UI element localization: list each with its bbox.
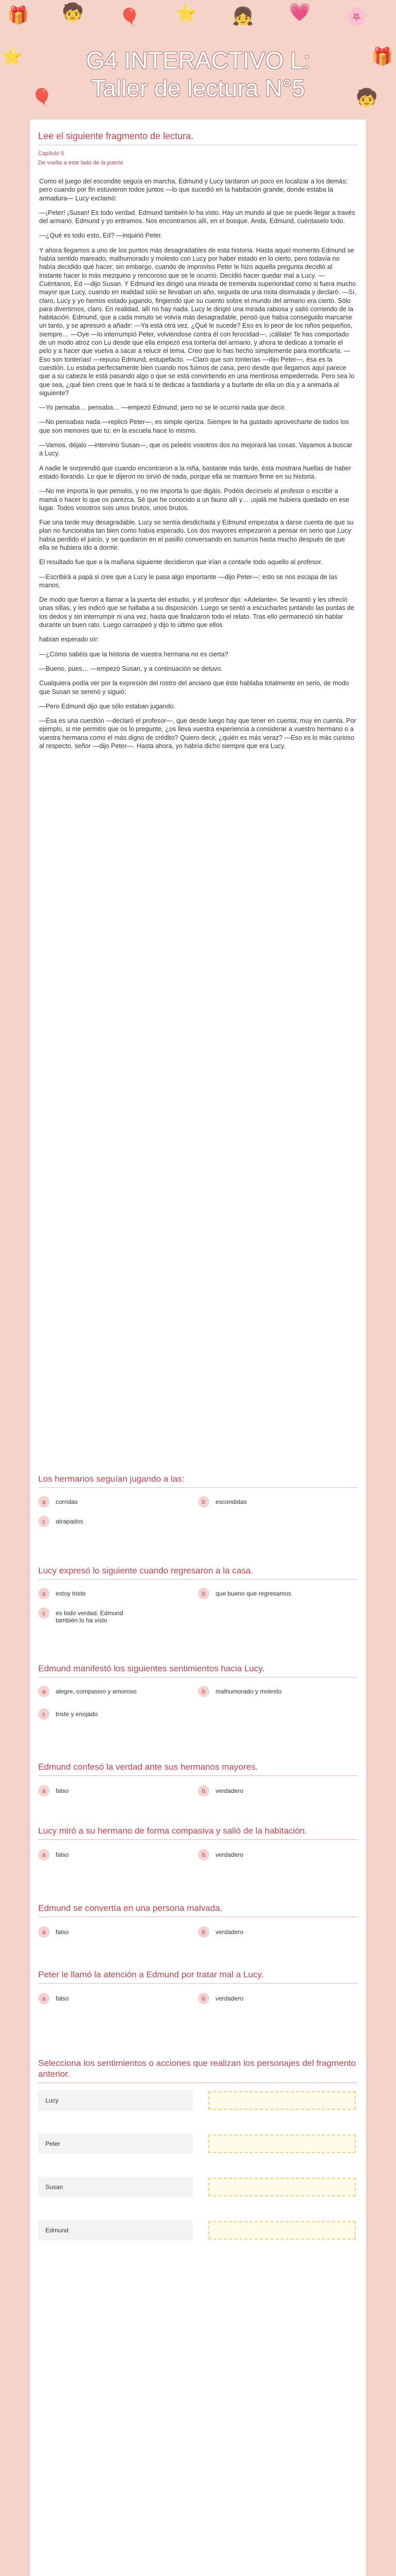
option-a[interactable] xyxy=(38,1928,188,1938)
match-row-edmund xyxy=(38,2220,358,2242)
option-b[interactable] xyxy=(198,1498,348,1507)
balloon-icon: 🎈 xyxy=(31,88,53,108)
option-letter: c xyxy=(38,1607,50,1619)
option-b[interactable] xyxy=(198,1590,348,1599)
option-text: falso xyxy=(56,1928,69,1936)
option-b[interactable] xyxy=(198,1787,348,1797)
option-letter: b xyxy=(198,1588,209,1599)
option-a[interactable] xyxy=(38,1498,188,1507)
option-letter: a xyxy=(38,1496,50,1507)
reading-paragraph: —No pensabas nada —replicó Peter—, es simple ojeriza. Siempre te ha gustado aprovecharte de todos los que son menores que tú; en la escuela hace lo mismo. xyxy=(39,418,349,434)
reading-text xyxy=(39,177,357,1375)
match-dropzone[interactable] xyxy=(208,2221,356,2240)
option-text: corridas xyxy=(56,1498,78,1505)
option-text: alegre, compasivo y amoroso xyxy=(56,1688,137,1695)
question-2 xyxy=(38,1565,358,1632)
option-letter: a xyxy=(38,1926,50,1938)
kid-icon: 🧒 xyxy=(356,88,378,108)
question-1 xyxy=(38,1473,358,1535)
option-text: que bueno que regresamos xyxy=(216,1590,291,1597)
question-title: Edmund se convertía en una persona malvada. xyxy=(38,1903,358,1917)
option-text: verdadero xyxy=(216,1928,244,1936)
chapter-number: Capítulo 5 xyxy=(38,150,64,157)
option-letter: b xyxy=(198,1496,209,1507)
reading-paragraph: —¿Cómo sabéis que la historia de vuestra hermana no es cierta? xyxy=(39,650,228,658)
reading-paragraph: A nadie le sorprendió que cuando encontraron a la niña, bastante más tarde, ésta mostrara huellas de haber estado llorando. Lo que le dijeron no sirvió de nada, porque ella se mantuvo firme en su historia. xyxy=(39,464,351,480)
option-a[interactable] xyxy=(38,1590,188,1599)
page-title-line2: Taller de lectura N°5 xyxy=(91,75,305,101)
option-text: falso xyxy=(56,1851,69,1858)
reading-paragraph: El resultado fue que a la mañana siguiente decidieron que irían a contarle todo aquello al profesor. xyxy=(39,558,323,566)
option-c[interactable] xyxy=(38,1710,188,1720)
option-a[interactable] xyxy=(38,1851,188,1860)
option-a[interactable] xyxy=(38,1995,188,2004)
option-letter: a xyxy=(38,1993,50,2004)
match-dropzone[interactable] xyxy=(208,2178,356,2196)
option-text: verdadero xyxy=(216,1851,244,1858)
reading-paragraph: —Vamos, déjalo —intervino Susan—, que os peleéis vosotros dos no mejorará las cosas. Vayamos a buscar a Lucy. xyxy=(39,442,353,457)
option-b[interactable] xyxy=(198,1851,348,1860)
match-label: Susan xyxy=(38,2177,193,2197)
match-label: Lucy xyxy=(38,2090,193,2111)
question-6 xyxy=(38,1903,358,1944)
question-title: Lucy miró a su hermano de forma compasiva y salió de la habitación. xyxy=(38,1825,358,1840)
option-text: escondidas xyxy=(216,1498,247,1505)
reading-paragraph: —Ésa es una cuestión —declaró el profesor—, que desde luego hay que tener en cuenta; muy en cuenta. Por ejemplo, si me permitís que os lo pregunte, ¿os lleva vuestra experiencia a considerar a vuestro hermano o a vuestra hermana como el más digno de crédito? Quiero decir, ¿quién es más veraz? —Eso es lo más curioso al respecto, señor —dijo Peter—. Hasta ahora, yo habría dicho siempre que era Lucy. xyxy=(39,717,356,750)
question-4 xyxy=(38,1761,358,1803)
option-text: triste y enojado xyxy=(56,1710,98,1718)
match-label: Edmund xyxy=(38,2220,193,2241)
balloon-icon: 🎈 xyxy=(119,8,141,27)
kid-icon: 🧒 xyxy=(62,3,84,22)
page-title-line1: G4 INTERACTIVO L: xyxy=(86,47,310,74)
match-row-susan xyxy=(38,2177,358,2198)
option-letter: b xyxy=(198,1785,209,1797)
question-7 xyxy=(38,1969,358,2010)
question-title: Los hermanos seguían jugando a las: xyxy=(38,1473,358,1488)
option-text: falso xyxy=(56,1995,69,2002)
heart-icon: 💗 xyxy=(289,3,311,22)
reading-paragraph: —Yo pensaba… pensaba… —empezó Edmund; pero no se le ocurrió nada que decir. xyxy=(39,404,286,412)
option-text: atrapados xyxy=(56,1518,84,1525)
option-a[interactable] xyxy=(38,1787,188,1797)
reading-paragraph: —No me importa lo que penséis, y no me importa lo que digáis. Podéis decírselo al profesor o escribir a mamá o hacer lo que os parezca. Sé que he conocido a un fauno allí y… ¡ojalá me hubiera quedado en ese lugar. Todos vosotros sois unos brutos, unos brutos. xyxy=(39,487,350,512)
question-title: Edmund confesó la verdad ante sus hermanos mayores. xyxy=(38,1761,358,1776)
option-letter: a xyxy=(38,1849,50,1860)
reading-paragraph: Fue una tarde muy desagradable. Lucy se sentía desdichada y Edmund empezaba a darse cuenta de que su plan no funcionaba tan bien como había esperado. Los dos mayores empezaron a pensar en serio que Lucy había perdido el juicio, y se quedaron en el pasillo conversando en susurros hasta mucho después de que ella se hubiera ido a dormir. xyxy=(39,519,354,551)
reading-paragraph: De modo que fueron a llamar a la puerta del estudio, y el profesor dijo: «Adelante». Se levantó y les ofreció unas sillas, y les indicó que se hallaba a su disposición. Luego se sentó a escucharles juntando las puntas de los dedos y sin interrumpir ni una vez, hasta que finalizaron todo el relato. Tras ello permaneció sin hablar durante un buen rato. Luego carraspeó y dijo lo último que ellos xyxy=(39,596,355,629)
reading-paragraph: Y ahora llegamos a uno de los puntos más desagradables de esta historia. Hasta aquel momento Edmund se había sentido mareado, malhumorado y molesto con Lucy por haber estado en lo cierto, pero todavía no había decidido qué hacer; sin embargo, cuando de improviso Peter le hizo aquella pregunta decidió al instante hacer lo más mezquino y rencoroso que se le ocurrió. Decidió hacer quedar mal a Lucy. —Cuéntanos, Ed —dijo Susan. Y Edmund les dirigió una mirada de tremenda superioridad como si fuera mucho mayor que Lucy, cuando en realidad sólo se llevaban un año, seguida de una risita disimulada y declaró: —Sí, claro, Lucy y yo hemos estado jugando, fingiendo que su cuento sobre el mundo del armario era cierto. Sólo para divertirnos, claro. En realidad, allí no hay nada. Lucy le dirigió una mirada rabiosa y salió corriendo de la habitación. Edmund, que a cada minuto se volvía más desagradable, pensó que había conseguido marcarse un tanto, y se apresuró a añadir: —Ya está otra vez. ¿Qué le sucede? Eso es lo peor de los niños pequeños, siempre… —Oye —lo interrumpió Peter, volviéndose contra él con ferocidad—, ¡cállate! Te has comportado de un modo atroz con Lu desde que ella empezó esa tontería del armario, y ahora te dedicas a tomarle el pelo y a hacer que vuelva a sacar a relucir el tema. Creo que lo has hecho simplemente para mortificarla. —Eso son tonterías! —repuso Edmund, estupefacto. —Claro que son tonterías —dijo Peter—, ésa es la cuestión. Lu estaba perfectamente bien cuando nos fuimos de casa, pero desde que llegamos aquí parece que a su cabeza le está pasando algo o que se está convirtiendo en una mentirosa empedernida. Pero sea lo que sea, ¿qué bien crees que le hará si te dedicas a fastidiarla y a burlarte de ella un día y a animarla al siguiente? xyxy=(39,246,357,397)
gift-icon: 🎁 xyxy=(371,47,393,66)
option-text: verdadero xyxy=(216,1995,244,2002)
option-a[interactable] xyxy=(38,1688,141,1697)
option-letter: a xyxy=(38,1686,50,1697)
match-dropzone[interactable] xyxy=(208,2134,356,2153)
content-card xyxy=(30,120,366,2576)
option-letter: c xyxy=(38,1708,50,1720)
option-text: es todo verdad. Edmund también lo ha visto xyxy=(56,1609,123,1624)
option-text: malhumorado y molesto xyxy=(216,1688,282,1695)
page-title xyxy=(0,46,396,102)
reading-paragraph: —¡Peter! ¡Susan! Es todo verdad. Edmund también lo ha visto. Hay un mundo al que se puede llegar a través del armario. Edmund y yo entramos. Nos encontramos allí, en el bosque. Anda, Edmund, cuéntaselo todo. xyxy=(39,209,355,225)
reading-paragraph: habían esperado oír: xyxy=(39,636,100,643)
question-title: Edmund manifestó los siguientes sentimientos hacia Lucy. xyxy=(38,1663,358,1677)
star-icon: ⭐ xyxy=(175,4,197,23)
gift-icon: 🎁 xyxy=(7,6,29,25)
reading-paragraph: Como el juego del escondite seguía en marcha, Edmund y Lucy tardaron un poco en localizar a los demás; pero cuando por fin estuvieron todos juntos —lo que sucedió en la habitación grande, donde estaba la armadura— Lucy exclamó: xyxy=(39,178,348,202)
matching-title: Selecciona los sentimientos o acciones que realizan los personajes del fragmento anterior. xyxy=(38,2058,358,2083)
question-title: Peter le llamó la atención a Edmund por tratar mal a Lucy. xyxy=(38,1969,358,1984)
reading-paragraph: —Bueno, pues… —empezó Susan, y a continuación se detuvo. xyxy=(39,665,223,672)
option-letter: b xyxy=(198,1993,209,2004)
reading-paragraph: —¿Qué es todo esto, Ed? —inquirió Peter. xyxy=(39,232,162,240)
flower-icon: 🌸 xyxy=(345,7,368,26)
reading-paragraph: —Escribirá a papá si cree que a Lucy le pasa algo importante —dijo Peter—; esto se nos escapa de las manos. xyxy=(39,573,338,589)
question-3 xyxy=(38,1663,358,1730)
option-b[interactable] xyxy=(198,1688,348,1697)
reading-instruction: Lee el siguiente fragmento de lectura. xyxy=(38,131,358,145)
option-letter: b xyxy=(198,1849,209,1860)
reading-paragraph: Cualquiera podía ver por la expresión del rostro del anciano que éste hablaba totalmente en serio, de modo que Susan se serenó y siguió: xyxy=(39,680,349,696)
question-title: Lucy expresó lo siguiente cuando regresaron a la casa. xyxy=(38,1565,358,1580)
option-letter: a xyxy=(38,1588,50,1599)
match-row-lucy xyxy=(38,2090,358,2112)
reading-header xyxy=(38,131,358,166)
match-row-peter xyxy=(38,2133,358,2155)
option-b[interactable] xyxy=(198,1995,348,2004)
option-text: falso xyxy=(56,1787,69,1794)
option-letter: a xyxy=(38,1785,50,1797)
match-dropzone[interactable] xyxy=(208,2091,356,2110)
option-text: estoy triste xyxy=(56,1590,86,1597)
option-b[interactable] xyxy=(198,1928,348,1938)
matching-task xyxy=(38,2058,358,2265)
kid-icon: 👧 xyxy=(232,7,254,26)
option-letter: b xyxy=(198,1926,209,1938)
option-text: verdadero xyxy=(216,1787,244,1794)
star-icon: ⭐ xyxy=(1,47,23,66)
option-c[interactable] xyxy=(38,1518,188,1527)
reading-paragraph: —Pero Edmund dijo que sólo estaban jugando. xyxy=(39,702,175,710)
option-letter: b xyxy=(198,1686,209,1697)
option-letter: c xyxy=(38,1516,50,1527)
option-c[interactable] xyxy=(38,1609,141,1624)
chapter-title: De vuelta a este lado de la puerta xyxy=(38,160,123,166)
question-5 xyxy=(38,1825,358,1867)
match-label: Peter xyxy=(38,2133,193,2154)
